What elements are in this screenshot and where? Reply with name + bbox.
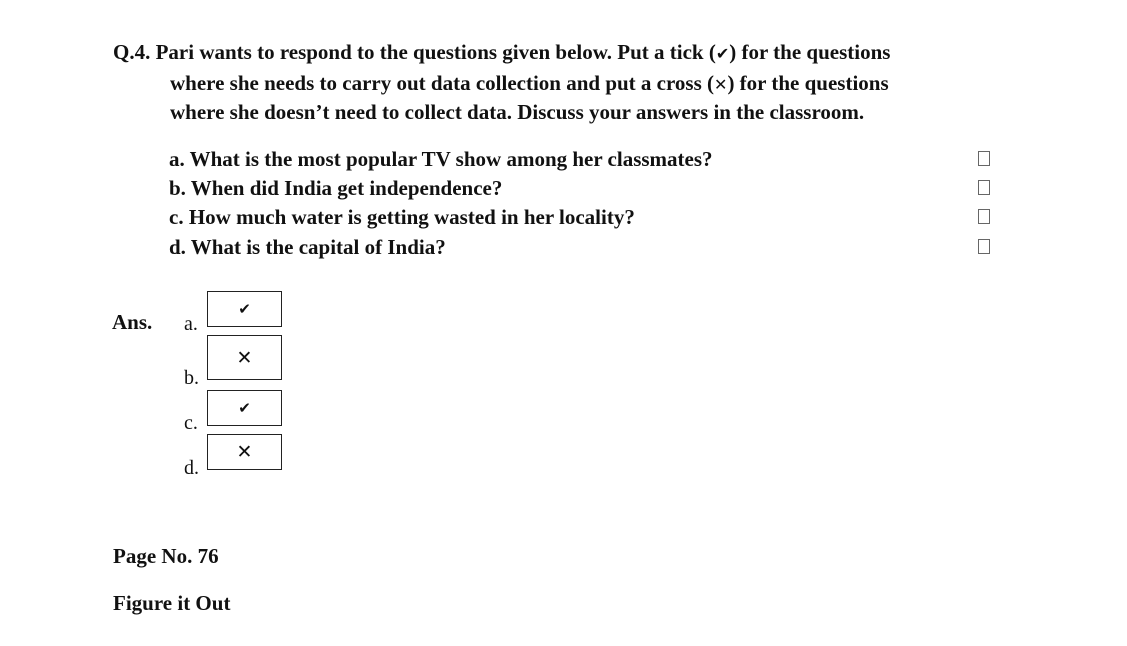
answer-letter-d: d. [184, 457, 199, 479]
cross-icon: ✕ [236, 346, 253, 369]
cross-icon: ✕ [714, 75, 728, 94]
sub-question-a: a. What is the most popular TV show among her classmates? [169, 147, 713, 171]
section-heading: Figure it Out [113, 591, 231, 615]
answer-box-b[interactable] [207, 335, 282, 380]
answer-letter-b: b. [184, 367, 199, 389]
tick-icon: ✔ [238, 399, 251, 417]
answer-checkbox-a[interactable] [978, 151, 990, 166]
answer-letter-a: a. [184, 313, 198, 335]
cross-icon: ✕ [236, 441, 253, 463]
tick-icon: ✔ [238, 300, 251, 318]
sub-question-b: b. When did India get independence? [169, 176, 503, 200]
question-text-2-end: ) for the questions [727, 71, 889, 95]
sub-question-c: c. How much water is getting wasted in her locality? [169, 205, 635, 229]
question-text-1-end: ) for the questions [729, 40, 891, 64]
answer-box-a[interactable] [207, 291, 282, 327]
page-number: Page No. 76 [113, 544, 219, 568]
answer-checkbox-b[interactable] [978, 180, 990, 195]
question-text-2: where she needs to carry out data collection and put a cross ( [170, 71, 715, 95]
answer-box-d[interactable] [207, 434, 282, 470]
question-line-3: where she doesn’t need to collect data. Discuss your answers in the classroom. [170, 100, 865, 124]
question-line-2 [170, 69, 889, 99]
answer-label: Ans. [112, 310, 153, 334]
sub-question-d: d. What is the capital of India? [169, 235, 446, 259]
question-text-1: Q.4. Pari wants to respond to the questions given below. Put a tick ( [113, 40, 716, 64]
answer-box-c[interactable] [207, 390, 282, 426]
answer-letter-c: c. [184, 412, 198, 434]
answer-checkbox-c[interactable] [978, 209, 990, 224]
question-line-1 [113, 38, 890, 68]
tick-icon: ✔ [715, 44, 730, 63]
answer-checkbox-d[interactable] [978, 239, 990, 254]
